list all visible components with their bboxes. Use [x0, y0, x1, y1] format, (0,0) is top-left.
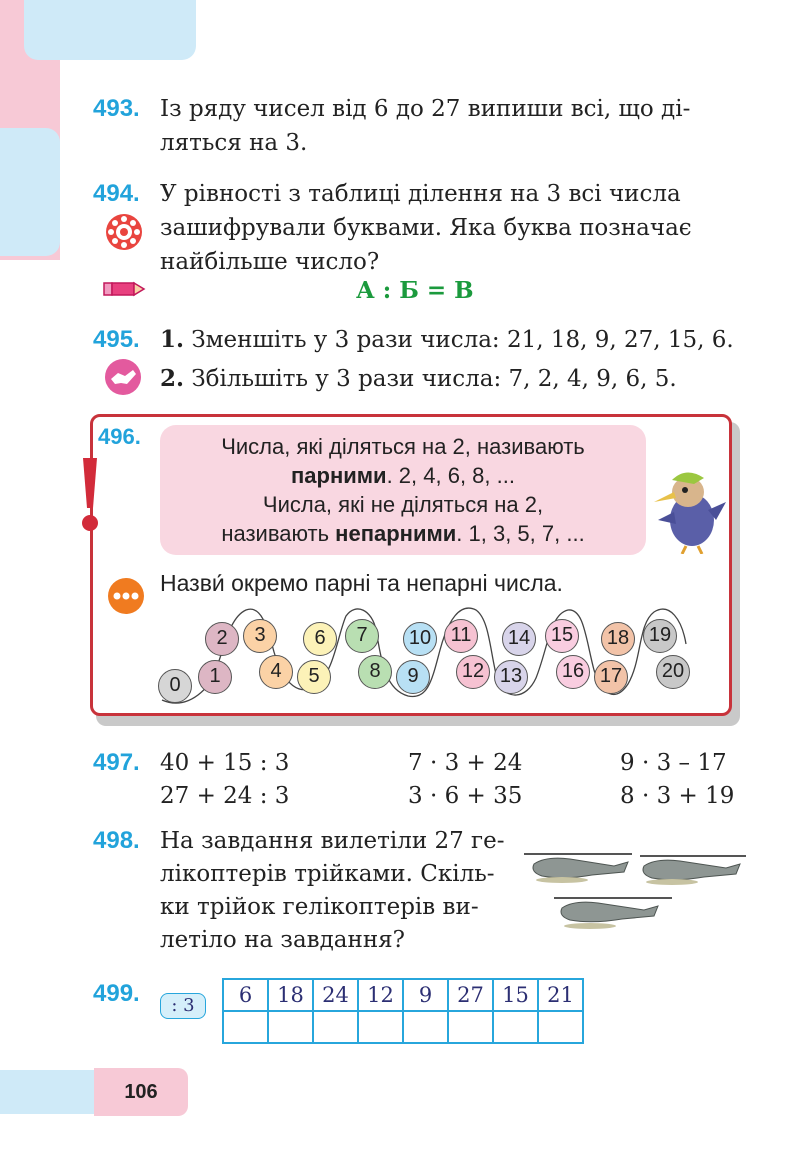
table-cell-answer[interactable]	[403, 1011, 448, 1043]
exercise-494-number: 494.	[93, 180, 140, 207]
table-cell-value: 24	[313, 979, 358, 1011]
table-cell-answer[interactable]	[358, 1011, 403, 1043]
number-snake-path	[150, 600, 710, 712]
exercise-498-line1: На завдання вилетіли 27 ге-	[160, 828, 505, 854]
exercise-498-number: 498.	[93, 827, 140, 854]
table-cell-value: 27	[448, 979, 493, 1011]
rule-box	[160, 425, 646, 555]
dots-icon	[106, 576, 146, 616]
rule-odd-examples: . 1, 3, 5, 7, ...	[456, 521, 585, 546]
number-ball-15: 15	[545, 619, 579, 653]
number-ball-14: 14	[502, 622, 536, 656]
helicopters-illustration	[522, 842, 748, 938]
expression-r2-c1: 27 + 24 : 3	[160, 783, 290, 809]
number-ball-11: 11	[444, 619, 478, 653]
table-cell-answer[interactable]	[448, 1011, 493, 1043]
number-ball-9: 9	[396, 660, 430, 694]
table-cell-value: 12	[358, 979, 403, 1011]
exercise-497-number: 497.	[93, 749, 140, 776]
exercise-496-number: 496.	[98, 424, 141, 449]
rule-even-examples: . 2, 4, 6, 8, ...	[386, 463, 515, 488]
rule-odd-term: непарними	[335, 521, 457, 546]
number-ball-7: 7	[345, 619, 379, 653]
exclamation-icon	[78, 456, 102, 536]
exercise-498-line4: летіло на завдання?	[160, 927, 406, 953]
exercise-498-line2: лікоптерів трійками. Скіль-	[160, 861, 495, 887]
number-ball-18: 18	[601, 622, 635, 656]
table-cell-answer[interactable]	[223, 1011, 268, 1043]
number-ball-20: 20	[656, 655, 690, 689]
table-cell-answer[interactable]	[538, 1011, 583, 1043]
number-ball-12: 12	[456, 655, 490, 689]
number-ball-17: 17	[594, 660, 628, 694]
item2-text: Збільшіть у 3 рази числа: 7, 2, 4, 9, 6, 5.	[184, 366, 677, 392]
number-ball-0: 0	[158, 669, 192, 703]
footer-band	[0, 1070, 94, 1114]
table-cell-answer[interactable]	[493, 1011, 538, 1043]
expression-r1-c3: 9 · 3 – 17	[620, 750, 727, 776]
rule-even-term: парними	[291, 463, 387, 488]
table-cell-value: 9	[403, 979, 448, 1011]
number-ball-19: 19	[643, 619, 677, 653]
number-ball-6: 6	[303, 622, 337, 656]
bird-mascot-icon	[650, 462, 728, 554]
expression-r2-c2: 3 · 6 + 35	[408, 783, 523, 809]
table-row	[223, 1011, 583, 1043]
table-cell-value: 21	[538, 979, 583, 1011]
item1-text: Зменшіть у 3 рази числа: 21, 18, 9, 27, 15, 6.	[184, 327, 734, 353]
exercise-495-number: 495.	[93, 326, 140, 353]
table-cell-answer[interactable]	[313, 1011, 358, 1043]
number-ball-1: 1	[198, 660, 232, 694]
exercise-494-line1: У рівності з таблиці ділення на 3 всі числа	[160, 181, 681, 207]
number-ball-16: 16	[556, 655, 590, 689]
table-cell-value: 15	[493, 979, 538, 1011]
page-number: 106	[94, 1068, 188, 1116]
number-ball-10: 10	[403, 622, 437, 656]
side-blue-tab	[0, 128, 60, 256]
exercise-494-equation: А : Б = В	[356, 277, 474, 304]
item2-number: 2.	[160, 365, 185, 392]
number-ball-13: 13	[494, 660, 528, 694]
table-cell-value: 6	[223, 979, 268, 1011]
table-cell-answer[interactable]	[268, 1011, 313, 1043]
exercise-494-line3: найбільше число?	[160, 249, 380, 275]
exercise-498-line3: ки трійок гелікоптерів ви-	[160, 894, 479, 920]
expression-r1-c2: 7 · 3 + 24	[408, 750, 523, 776]
exercise-493-line1: Із ряду чисел від 6 до 27 випиши всі, що ді-	[160, 96, 691, 122]
number-ball-2: 2	[205, 622, 239, 656]
number-ball-3: 3	[243, 619, 277, 653]
exercise-499-table	[222, 978, 584, 1044]
number-ball-5: 5	[297, 660, 331, 694]
number-ball-4: 4	[259, 655, 293, 689]
rule-line3: Числа, які не діляться на 2,	[262, 492, 544, 517]
rule-line4-prefix: називають	[221, 521, 336, 546]
rule-line1: Числа, які діляться на 2, називають	[221, 434, 585, 459]
rule-line4	[160, 519, 646, 548]
expression-r2-c3: 8 · 3 + 19	[620, 783, 735, 809]
exercise-493-number: 493.	[93, 95, 140, 122]
exercise-493-line2: ляться на 3.	[160, 130, 308, 156]
pencil-icon	[102, 280, 146, 298]
exercise-499-number: 499.	[93, 980, 140, 1007]
corner-blue-decoration	[24, 0, 196, 60]
operator-badge	[160, 993, 206, 1019]
number-ball-8: 8	[358, 655, 392, 689]
exercise-495-item1	[160, 323, 734, 357]
exercise-495-item2	[160, 362, 677, 396]
gear-icon	[104, 212, 144, 252]
table-row	[223, 979, 583, 1011]
operator-label: : 3	[171, 995, 195, 1016]
exercise-496-task: Назви́ окремо парні та непарні числа.	[160, 570, 563, 596]
table-cell-value: 18	[268, 979, 313, 1011]
exercise-494-line2: зашифрували буквами. Яка буква позначає	[160, 215, 692, 241]
item1-number: 1.	[160, 326, 185, 353]
rule-line2	[160, 461, 646, 490]
expression-r1-c1: 40 + 15 : 3	[160, 750, 290, 776]
handshake-icon	[103, 357, 143, 397]
